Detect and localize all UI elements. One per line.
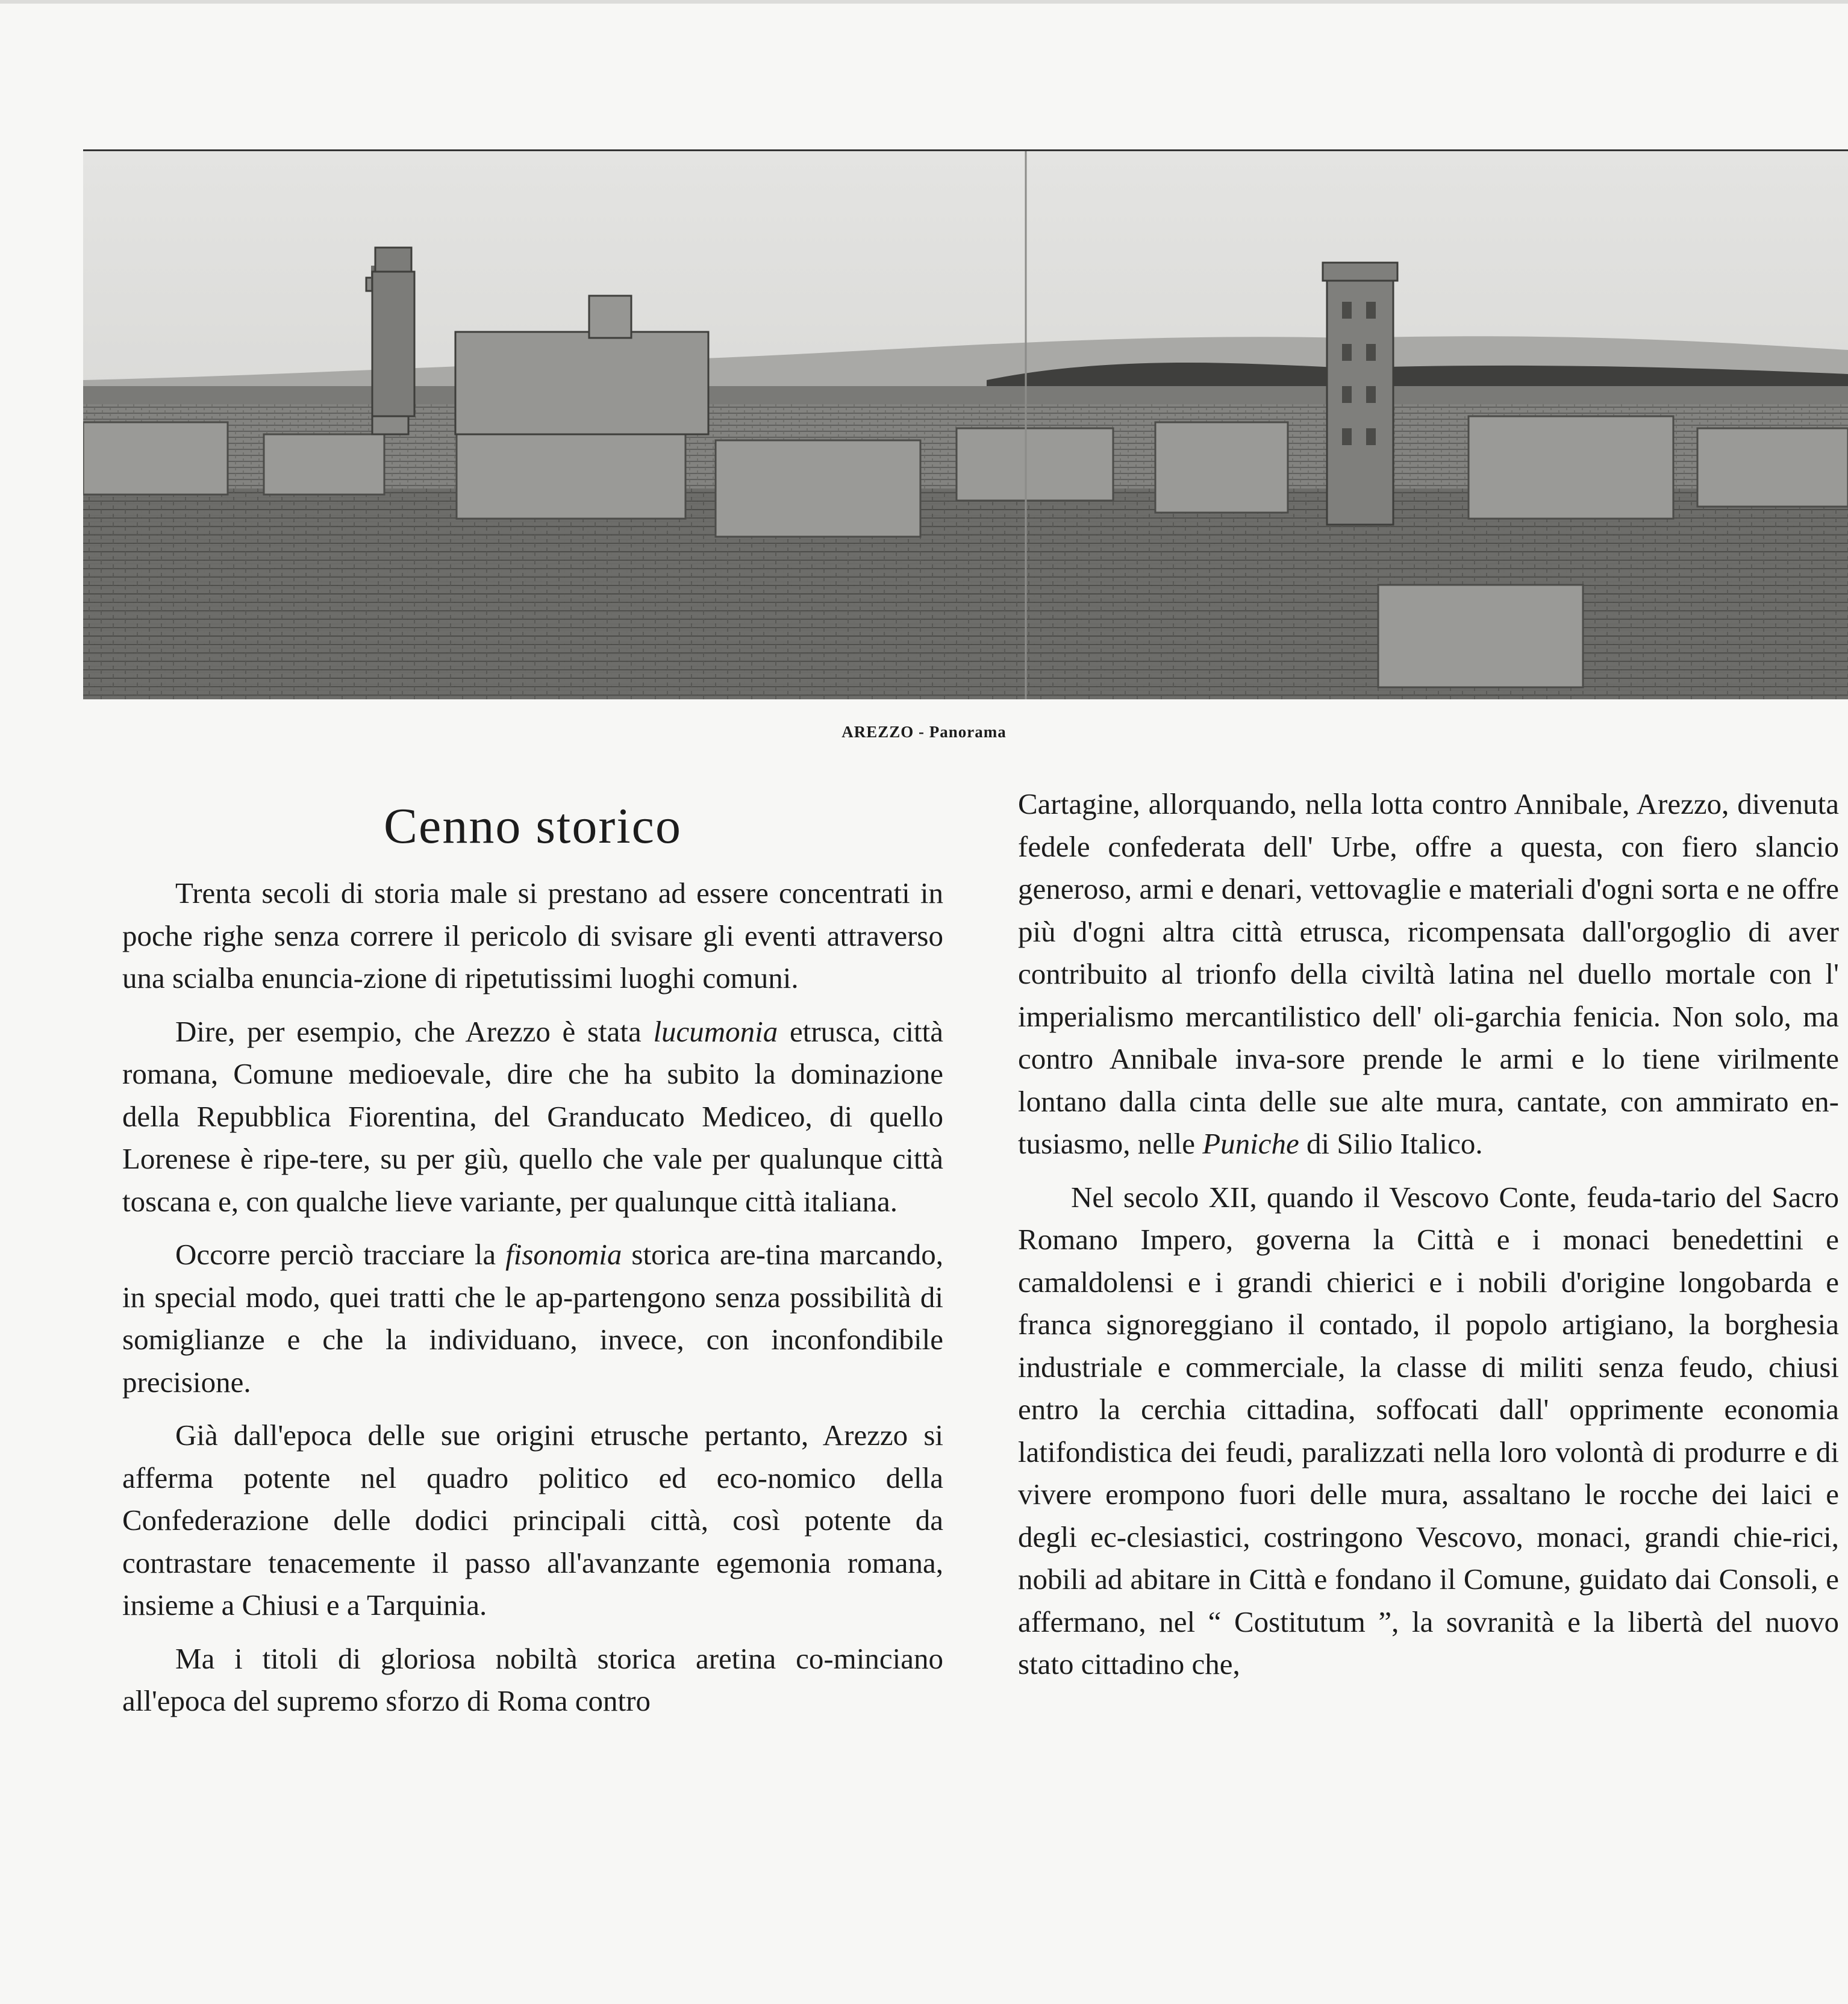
caption-separator: -	[919, 723, 925, 741]
left-column	[122, 783, 943, 1734]
photo-caption	[0, 723, 1848, 741]
italic-term: Puniche	[1202, 1127, 1299, 1160]
paragraph	[122, 1638, 943, 1723]
paragraph	[1018, 783, 1839, 1166]
text-run: Occorre perciò tracciare la	[175, 1238, 506, 1271]
italic-term: lucumonia	[653, 1014, 778, 1048]
text-run: storica are-tina marcando, in special modo, quei tratti che le ap-partengono senza possibilità di somiglianze e che la individuano, invece, con inconfondibile precisione.	[122, 1238, 943, 1399]
caption-title: Panorama	[929, 723, 1007, 741]
right-column	[1018, 783, 1839, 1697]
caption-place: AREZZO	[841, 723, 914, 741]
paragraph	[122, 1011, 943, 1223]
text-run: Cartagine, allorquando, nella lotta contro Annibale, Arezzo, divenuta fedele confederata dell' Urbe, offre a questa, con fiero slancio generoso, armi e denari, vettovaglie e materiali d'ogni sorta e ne offre più d'ogni altra città etrusca, ricompensata dall'orgoglio di aver contribuito al trionfo della civiltà latina nel duello mortale con l' imperialismo mercantilistico dell' oli-garchia fenicia. Non solo, ma contro Annibale inva-sore prende le armi e lo tiene virilmente lontano dalla cinta delle sue alte mura, cantate, con ammirato en-tusiasmo, nelle	[1018, 787, 1839, 1160]
text-run: Trenta secoli di storia male si prestano ad essere concentrati in poche righe senza correre il pericolo di svisare gli eventi attraverso una scialba enuncia-zione di ripetutissimi luoghi comuni.	[122, 876, 943, 994]
article-heading: Cenno storico	[384, 798, 682, 854]
panorama-illustration	[83, 151, 1848, 699]
text-run: Già dall'epoca delle sue origini etrusche pertanto, Arezzo si afferma potente nel quadro politico ed eco-nomico della Confederazione delle dodici principali città, così potente da contrastare tenacemente il passo all'avanzante egemonia romana, insieme a Chiusi e a Tarquinia.	[122, 1419, 943, 1622]
paragraph	[1018, 1176, 1839, 1686]
paragraph	[122, 872, 943, 1000]
text-run: di Silio Italico.	[1299, 1127, 1483, 1160]
text-run: etrusca, città romana, Comune medioevale, dire che ha subito la dominazione della Repubblica Fiorentina, del Granducato Mediceo, di quello Lorenese è ripe-tere, su per giù, quello che vale per qualunque città toscana e, con qualche lieve variante, per qualunque città italiana.	[122, 1014, 943, 1218]
paragraph	[122, 1414, 943, 1627]
italic-term: fisonomia	[505, 1238, 622, 1271]
text-run: Nel secolo XII, quando il Vescovo Conte, feuda-tario del Sacro Romano Impero, governa la Città e i monaci benedettini e camaldolensi e i grandi chierici e i nobili d'origine longobarda e franca signoreggiano il contado, il popolo artigiano, la borghesia industriale e commerciale, la classe di militi senza feudo, chiusi entro la cerchia cittadina, soffocati dall' opprimente economia latifondistica dei feudi, paralizzati nella loro volontà di produrre e di vivere erompono fuori delle mura, assaltano le rocche dei laici e degli ec-clesiastici, costringono Vescovo, monaci, grandi chie-rici, nobili ad abitare in Città e fondano il Comune, guidato dai Consoli, e affermano, nel “ Costitutum ”, la sovranità e la libertà del nuovo stato cittadino che,	[1018, 1180, 1839, 1681]
paragraph	[122, 1234, 943, 1403]
text-run: Dire, per esempio, che Arezzo è stata	[175, 1014, 654, 1048]
scan-edge	[0, 0, 1848, 4]
panorama-photo	[83, 149, 1848, 699]
text-run: Ma i titoli di gloriosa nobiltà storica aretina co-minciano all'epoca del supremo sforzo di Roma contro	[122, 1641, 943, 1717]
